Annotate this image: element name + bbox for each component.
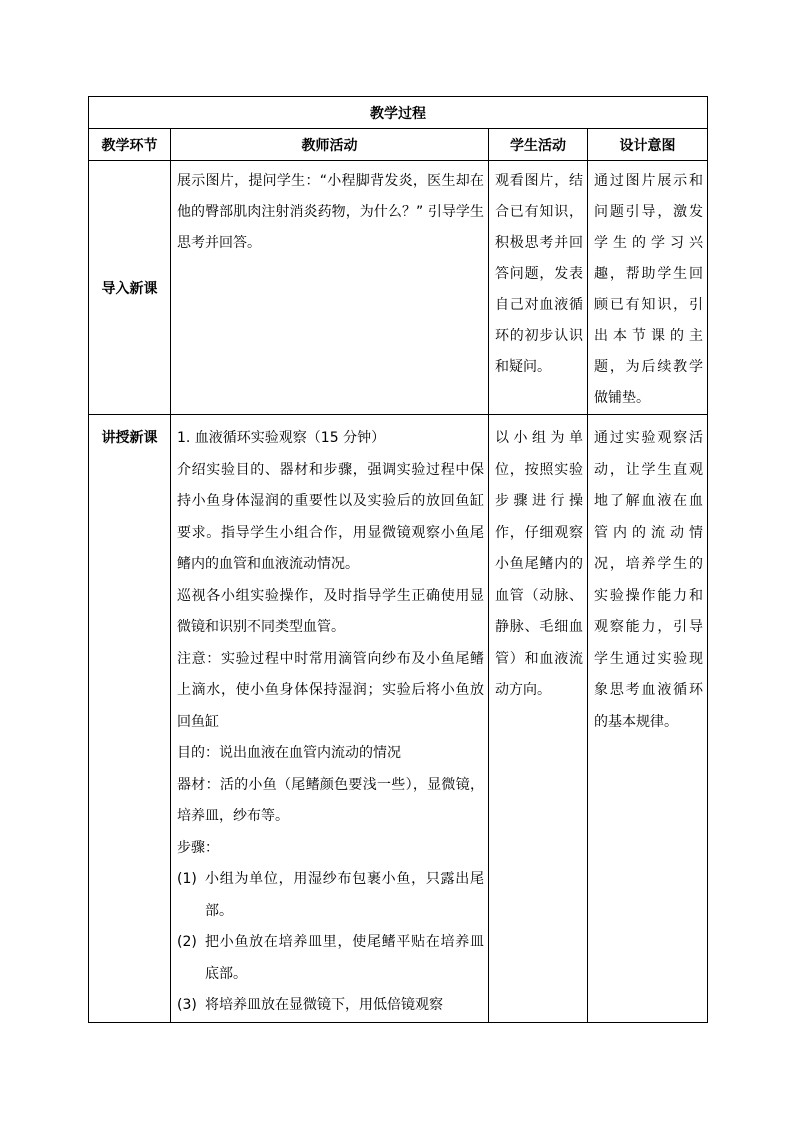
step-text: 将培养皿放在显微镜下，用低倍镜观察 [205,997,443,1013]
header-stage: 教学环节 [89,129,171,161]
header-student-activity: 学生活动 [489,129,588,161]
list-item [177,927,484,990]
table-row [89,161,708,415]
step-number: (2) [177,934,197,950]
teacher-activity-intro: 展示图片，提问学生：“小程脚背发炎，医生却在他的臀部肌肉注射消炎药物，为什么？” 引导学生思考并回答。 [171,161,489,415]
equipment-text: 器材：活的小鱼（尾鳍颜色要浅一些），显微镜，培养皿，纱布等。 [177,776,484,824]
table-title: 教学过程 [89,97,708,129]
header-teacher-activity: 教师活动 [171,129,489,161]
step-text: 小组为单位，用湿纱布包裹小鱼，只露出尾部。 [205,871,484,919]
teacher-activity-new-lesson [171,415,489,1023]
step-text: 把小鱼放在培养皿里，使尾鳍平贴在培养皿底部。 [205,934,484,982]
step-number: (1) [177,871,197,887]
caution-text: 注意：实验过程中时常用滴管向纱布及小鱼尾鳍上滴水，使小鱼身体保持湿润；实验后将小鱼放回鱼缸 [177,650,484,730]
header-design-intent: 设计意图 [588,129,708,161]
lesson-process-table [88,96,708,1023]
student-activity-new-lesson: 以小组为单位，按照实验步骤进行操作，仔细观察小鱼尾鳍内的血管（动脉、静脉、毛细血管）和血液流动方向。 [489,415,588,1023]
list-item [177,990,484,1022]
list-item [177,864,484,927]
stage-new-lesson: 讲授新课 [89,415,171,1023]
design-intent-new-lesson: 通过实验观察活动，让学生直观地了解血液在血管内的流动情况，培养学生的实验操作能力和观察能力，引导学生通过实验现象思考血液循环的基本规律。 [588,415,708,1023]
table-row [89,415,708,1023]
stage-intro: 导入新课 [89,161,171,415]
experiment-heading: 1. 血液循环实验观察（15 分钟） [177,430,386,446]
patrol-guidance-text: 巡视各小组实验操作，及时指导学生正确使用显微镜和识别不同类型血管。 [177,587,484,635]
student-activity-intro: 观看图片，结合已有知识，积极思考并回答问题，发表自己对血液循环的初步认识和疑问。 [489,161,588,415]
step-number: (3) [177,997,197,1013]
purpose-text: 目的：说出血液在血管内流动的情况 [177,745,401,761]
design-intent-intro: 通过图片展示和问题引导，激发学生的学习兴趣，帮助学生回顾已有知识，引出本节课的主题，为后续教学做铺垫。 [588,161,708,415]
steps-label: 步骤： [177,839,219,856]
experiment-intro-text: 介绍实验目的、器材和步骤，强调实验过程中保持小鱼身体湿润的重要性以及实验后的放回鱼缸要求。指导学生小组合作，用显微镜观察小鱼尾鳍内的血管和血液流动情况。 [177,461,484,572]
